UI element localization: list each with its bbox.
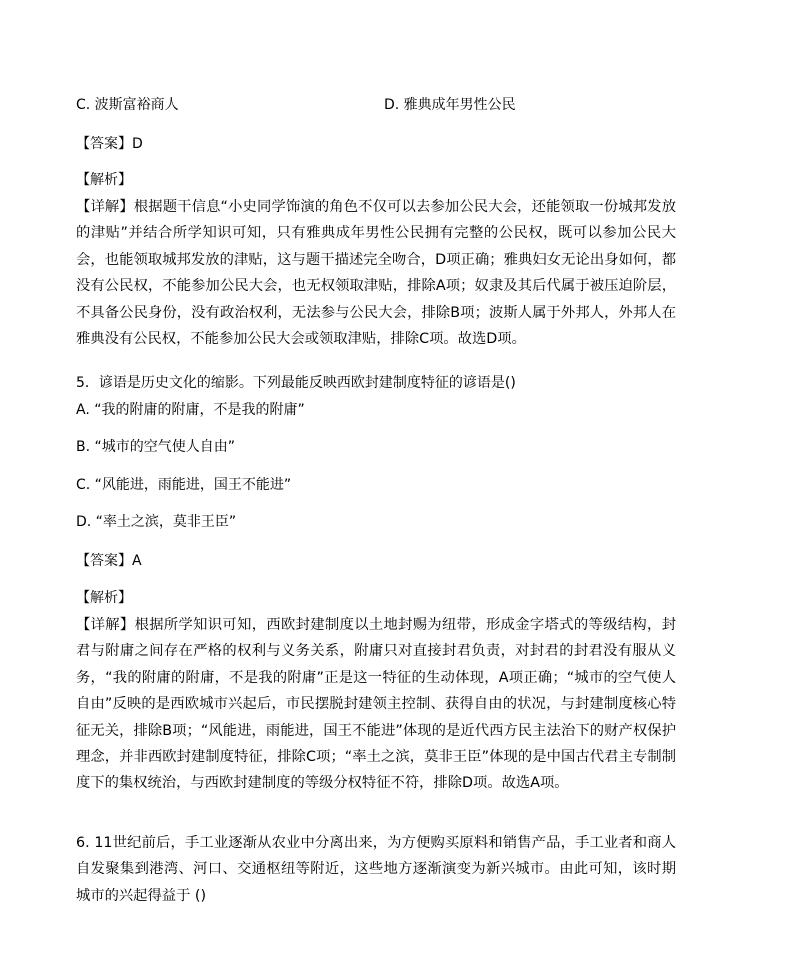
q5-option-d: D. “率土之滨，莫非王臣” xyxy=(76,514,237,530)
q5-answer: 【答案】A xyxy=(76,553,142,569)
q4-option-c: C. 波斯富裕商人 xyxy=(76,97,179,113)
q5-option-c: C. “风能进，雨能进，国王不能进” xyxy=(76,477,292,493)
q5-stem: 5．谚语是历史文化的缩影。下列最能反映西欧封建制度特征的谚语是() xyxy=(76,375,516,391)
q5-option-a: A. “我的附庸的附庸，不是我的附庸” xyxy=(76,402,305,418)
q5-analysis-label: 【解析】 xyxy=(76,590,132,606)
q5-explanation: 【详解】根据所学知识可知，西欧封建制度以土地封赐为纽带，形成金字塔式的等级结构，封君与附庸之间存在严格的权利与义务关系，附庸只对直接封君负责，对封君的封君没有服从义务，“我的附庸的附庸，不是我的附庸”正是这一特征的生动体现，A项正确；“城市的空气使人自由”反映的是西欧城市兴起后，市民摆脱封建领主控制、获得自由的状况，与封建制度核心特征无关，排除B项；“风能进，雨能进，国王不能进”体现的是近代西方民主法治下的财产权保护理念，并非西欧封建制度特征，排除C项；“率土之滨，莫非王臣”体现的是中国古代君主专制制度下的集权统治，与西欧封建制度的等级分权特征不符，排除D项。故选A项。 xyxy=(76,617,676,792)
q4-explanation: 【详解】根据题干信息“小史同学饰演的角色不仅可以去参加公民大会，还能领取一份城邦发放的津贴”并结合所学知识可知，只有雅典成年男性公民拥有完整的公民权，既可以参加公民大会，也能领取城邦发放的津贴，这与题干描述完全吻合，D项正确；雅典妇女无论出身如何，都没有公民权，不能参加公民大会，也无权领取津贴，排除A项；奴隶及其后代属于被压迫阶层，不具备公民身份，没有政治权利，无法参与公民大会，排除B项；波斯人属于外邦人，外邦人在雅典没有公民权，不能参加公民大会或领取津贴，排除C项。故选D项。 xyxy=(76,199,676,348)
q6-stem: 6. 11世纪前后，手工业逐渐从农业中分离出来，为方便购买原料和销售产品，手工业者和商人自发聚集到港湾、河口、交通枢纽等附近，这些地方逐渐演变为新兴城市。由此可知，该时期城市的兴起得益于 () xyxy=(76,835,676,904)
q4-analysis-label: 【解析】 xyxy=(76,172,132,188)
q4-answer: 【答案】D xyxy=(76,136,143,152)
q5-option-b: B. “城市的空气使人自由” xyxy=(76,439,236,455)
q4-option-d: D. 雅典成年男性公民 xyxy=(384,97,516,113)
